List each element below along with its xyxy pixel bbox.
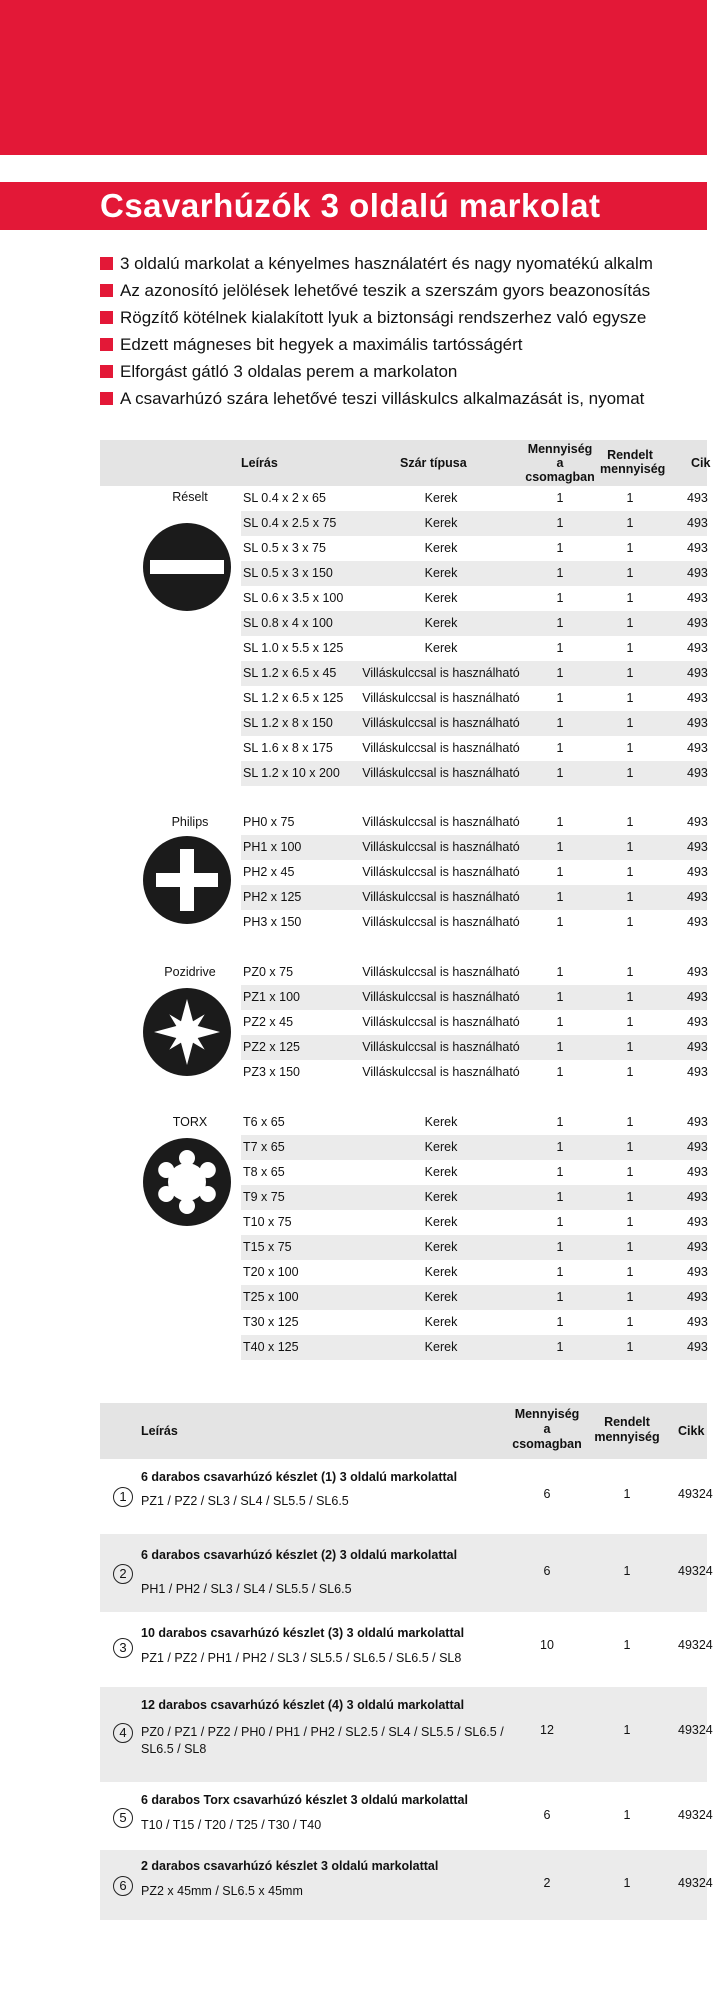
- table2-header: [100, 1403, 707, 1459]
- set-contents: T10 / T15 / T20 / T25 / T30 / T40: [141, 1818, 322, 1832]
- group-label-pozidrive: Pozidrive: [164, 965, 216, 979]
- table-row: PH2 x 45 Villáskulccsal is használható 1 1 493: [243, 865, 708, 879]
- table-row: SL 0.5 x 3 x 150 Kerek 1 1 493: [241, 561, 707, 586]
- set-title: 6 darabos csavarhúzó készlet (2) 3 oldalú markolattal: [141, 1548, 458, 1562]
- set-article-number: 49324: [678, 1723, 713, 1737]
- title-bar: [0, 182, 707, 230]
- table1-header: [100, 440, 711, 486]
- set-contents: PZ2 x 45mm / SL6.5 x 45mm: [141, 1884, 303, 1898]
- table-row: T15 x 75 Kerek 1 1 493: [241, 1235, 707, 1260]
- table-row: T9 x 75 Kerek 1 1 493: [241, 1185, 707, 1210]
- rows-torx: [241, 1110, 707, 1360]
- page-title: Csavarhúzók 3 oldalú markolat: [100, 187, 601, 224]
- bullet-square-icon: [100, 311, 113, 324]
- set-order-quantity: 1: [623, 1638, 631, 1652]
- set-article-number: 49324: [678, 1638, 713, 1652]
- set-row: [100, 1782, 713, 1850]
- header-article-number: Cik: [691, 456, 711, 470]
- set-contents: PH1 / PH2 / SL3 / SL4 / SL5.5 / SL6.5: [141, 1582, 352, 1596]
- table-row: SL 1.2 x 6.5 x 45 Villáskulccsal is használható 1 1 493: [241, 661, 707, 686]
- table-row: T25 x 100 Kerek 1 1 493: [241, 1285, 707, 1310]
- torx-bit-icon: [142, 1137, 232, 1227]
- feature-item: A csavarhúzó szára lehetővé teszi villáskulcs alkalmazását is, nyomat: [100, 385, 707, 412]
- header-pack-quantity: Mennyiség a csomagban: [512, 1407, 582, 1451]
- set-quantity: 10: [540, 1638, 554, 1652]
- set-number-badge: 3: [113, 1638, 133, 1658]
- header-article-number: Cikk: [678, 1424, 705, 1438]
- set-row: [100, 1612, 713, 1687]
- feature-item: Edzett mágneses bit hegyek a maximális tartósságért: [100, 331, 707, 358]
- set-title: 6 darabos Torx csavarhúzó készlet 3 oldalú markolattal: [141, 1793, 468, 1807]
- set-title: 10 darabos csavarhúzó készlet (3) 3 oldalú markolattal: [141, 1626, 465, 1640]
- set-row: [100, 1459, 713, 1534]
- feature-list: [100, 250, 707, 412]
- pozidrive-bit-icon: [142, 987, 232, 1077]
- rows-pozidrive: [241, 960, 707, 1085]
- set-row: [100, 1687, 713, 1782]
- bullet-square-icon: [100, 284, 113, 297]
- group-label-slotted: Réselt: [172, 490, 208, 504]
- table-row: SL 1.2 x 6.5 x 125 Villáskulccsal is használható 1 1 493: [243, 691, 708, 705]
- set-article-number: 49324: [678, 1487, 713, 1501]
- set-number-badge: 2: [113, 1564, 133, 1584]
- phillips-bit-icon: [142, 835, 232, 925]
- header-description: Leírás: [141, 1424, 178, 1438]
- set-order-quantity: 1: [623, 1564, 631, 1578]
- table-row: PH1 x 100 Villáskulccsal is használható 1 1 493: [241, 835, 707, 860]
- table-row: T40 x 125 Kerek 1 1 493: [241, 1335, 707, 1360]
- table-row: PZ1 x 100 Villáskulccsal is használható 1 1 493: [241, 985, 707, 1010]
- top-red-band: [0, 0, 707, 155]
- header-description: Leírás: [241, 456, 278, 470]
- set-title: 6 darabos csavarhúzó készlet (1) 3 oldalú markolattal: [141, 1470, 458, 1484]
- rows-phillips: [241, 810, 707, 935]
- bullet-square-icon: [100, 365, 113, 378]
- set-quantity: 6: [543, 1564, 551, 1578]
- set-row: [100, 1534, 713, 1612]
- set-quantity: 12: [540, 1723, 554, 1737]
- table-row: T30 x 125 Kerek 1 1 493: [243, 1315, 708, 1329]
- table-row: SL 0.8 x 4 x 100 Kerek 1 1 493: [241, 611, 707, 636]
- table-row: SL 0.4 x 2.5 x 75 Kerek 1 1 493: [241, 511, 707, 536]
- set-order-quantity: 1: [623, 1723, 631, 1737]
- set-article-number: 49324: [678, 1876, 713, 1890]
- table-row: SL 0.5 x 3 x 75 Kerek 1 1 493: [243, 541, 708, 555]
- header-shaft-type: Szár típusa: [400, 456, 467, 470]
- feature-item: Az azonosító jelölések lehetővé teszik a szerszám gyors beazonosítás: [100, 277, 707, 304]
- feature-item: Elforgást gátló 3 oldalas perem a markolaton: [100, 358, 707, 385]
- header-order-quantity: Rendelt mennyiség: [594, 1415, 660, 1444]
- set-quantity: 2: [543, 1876, 551, 1890]
- set-article-number: 49324: [678, 1808, 713, 1822]
- table-row: T7 x 65 Kerek 1 1 493: [241, 1135, 707, 1160]
- set-order-quantity: 1: [623, 1487, 631, 1501]
- rows-slotted: [241, 486, 707, 786]
- header-pack-quantity: Mennyiség a csomagban: [525, 442, 595, 484]
- table-row: SL 1.2 x 8 x 150 Villáskulccsal is használható 1 1 493: [241, 711, 707, 736]
- set-article-number: 49324: [678, 1564, 713, 1578]
- table-row: PZ2 x 45 Villáskulccsal is használható 1 1 493: [243, 1015, 708, 1029]
- header-order-quantity: Rendelt mennyiség: [600, 448, 666, 476]
- set-title: 12 darabos csavarhúzó készlet (4) 3 oldalú markolattal: [141, 1698, 465, 1712]
- set-number-badge: 4: [113, 1723, 133, 1743]
- table-row: PZ3 x 150 Villáskulccsal is használható 1 1 493: [243, 1065, 708, 1079]
- set-number-badge: 5: [113, 1808, 133, 1828]
- table-row: PZ2 x 125 Villáskulccsal is használható 1 1 493: [241, 1035, 707, 1060]
- set-contents: PZ1 / PZ2 / SL3 / SL4 / SL5.5 / SL6.5: [141, 1494, 349, 1508]
- bullet-square-icon: [100, 257, 113, 270]
- table-row: T8 x 65 Kerek 1 1 493: [243, 1165, 708, 1179]
- feature-item: 3 oldalú markolat a kényelmes használatért és nagy nyomatékú alkalm: [100, 250, 707, 277]
- table-row: PH3 x 150 Villáskulccsal is használható 1 1 493: [243, 915, 708, 929]
- table-row: SL 0.6 x 3.5 x 100 Kerek 1 1 493: [243, 591, 708, 605]
- table-row: PZ0 x 75 Villáskulccsal is használható 1 1 493: [243, 965, 708, 979]
- group-label-phillips: Philips: [171, 815, 209, 829]
- slotted-bit-icon: [142, 522, 232, 612]
- table-row: SL 0.4 x 2 x 65 Kerek 1 1 493: [243, 491, 708, 505]
- set-number-badge: 1: [113, 1487, 133, 1507]
- set-number-badge: 6: [113, 1876, 133, 1896]
- table-row: SL 1.6 x 8 x 175 Villáskulccsal is használható 1 1 493: [243, 741, 708, 755]
- group-label-torx: TORX: [172, 1115, 208, 1129]
- set-order-quantity: 1: [623, 1808, 631, 1822]
- set-quantity: 6: [543, 1487, 551, 1501]
- set-quantity: 6: [543, 1808, 551, 1822]
- table-row: T6 x 65 Kerek 1 1 493: [243, 1115, 708, 1129]
- bullet-square-icon: [100, 392, 113, 405]
- set-title: 2 darabos csavarhúzó készlet 3 oldalú markolattal: [141, 1859, 439, 1873]
- set-contents: PZ0 / PZ1 / PZ2 / PH0 / PH1 / PH2 / SL2.5 / SL4 / SL5.5 / SL6.5 / SL6.5 / SL8: [141, 1725, 504, 1756]
- bullet-square-icon: [100, 338, 113, 351]
- table-row: T10 x 75 Kerek 1 1 493: [243, 1215, 708, 1229]
- set-contents: PZ1 / PZ2 / PH1 / PH2 / SL3 / SL5.5 / SL6.5 / SL6.5 / SL8: [141, 1651, 462, 1665]
- table-row: PH2 x 125 Villáskulccsal is használható 1 1 493: [241, 885, 707, 910]
- feature-item: Rögzítő kötélnek kialakított lyuk a biztonsági rendszerhez való egysze: [100, 304, 707, 331]
- table-row: T20 x 100 Kerek 1 1 493: [243, 1265, 708, 1279]
- table-row: SL 1.0 x 5.5 x 125 Kerek 1 1 493: [243, 641, 708, 655]
- set-order-quantity: 1: [623, 1876, 631, 1890]
- table-row: PH0 x 75 Villáskulccsal is használható 1 1 493: [243, 815, 708, 829]
- set-row: [100, 1850, 713, 1920]
- table-row: SL 1.2 x 10 x 200 Villáskulccsal is használható 1 1 493: [241, 761, 707, 786]
